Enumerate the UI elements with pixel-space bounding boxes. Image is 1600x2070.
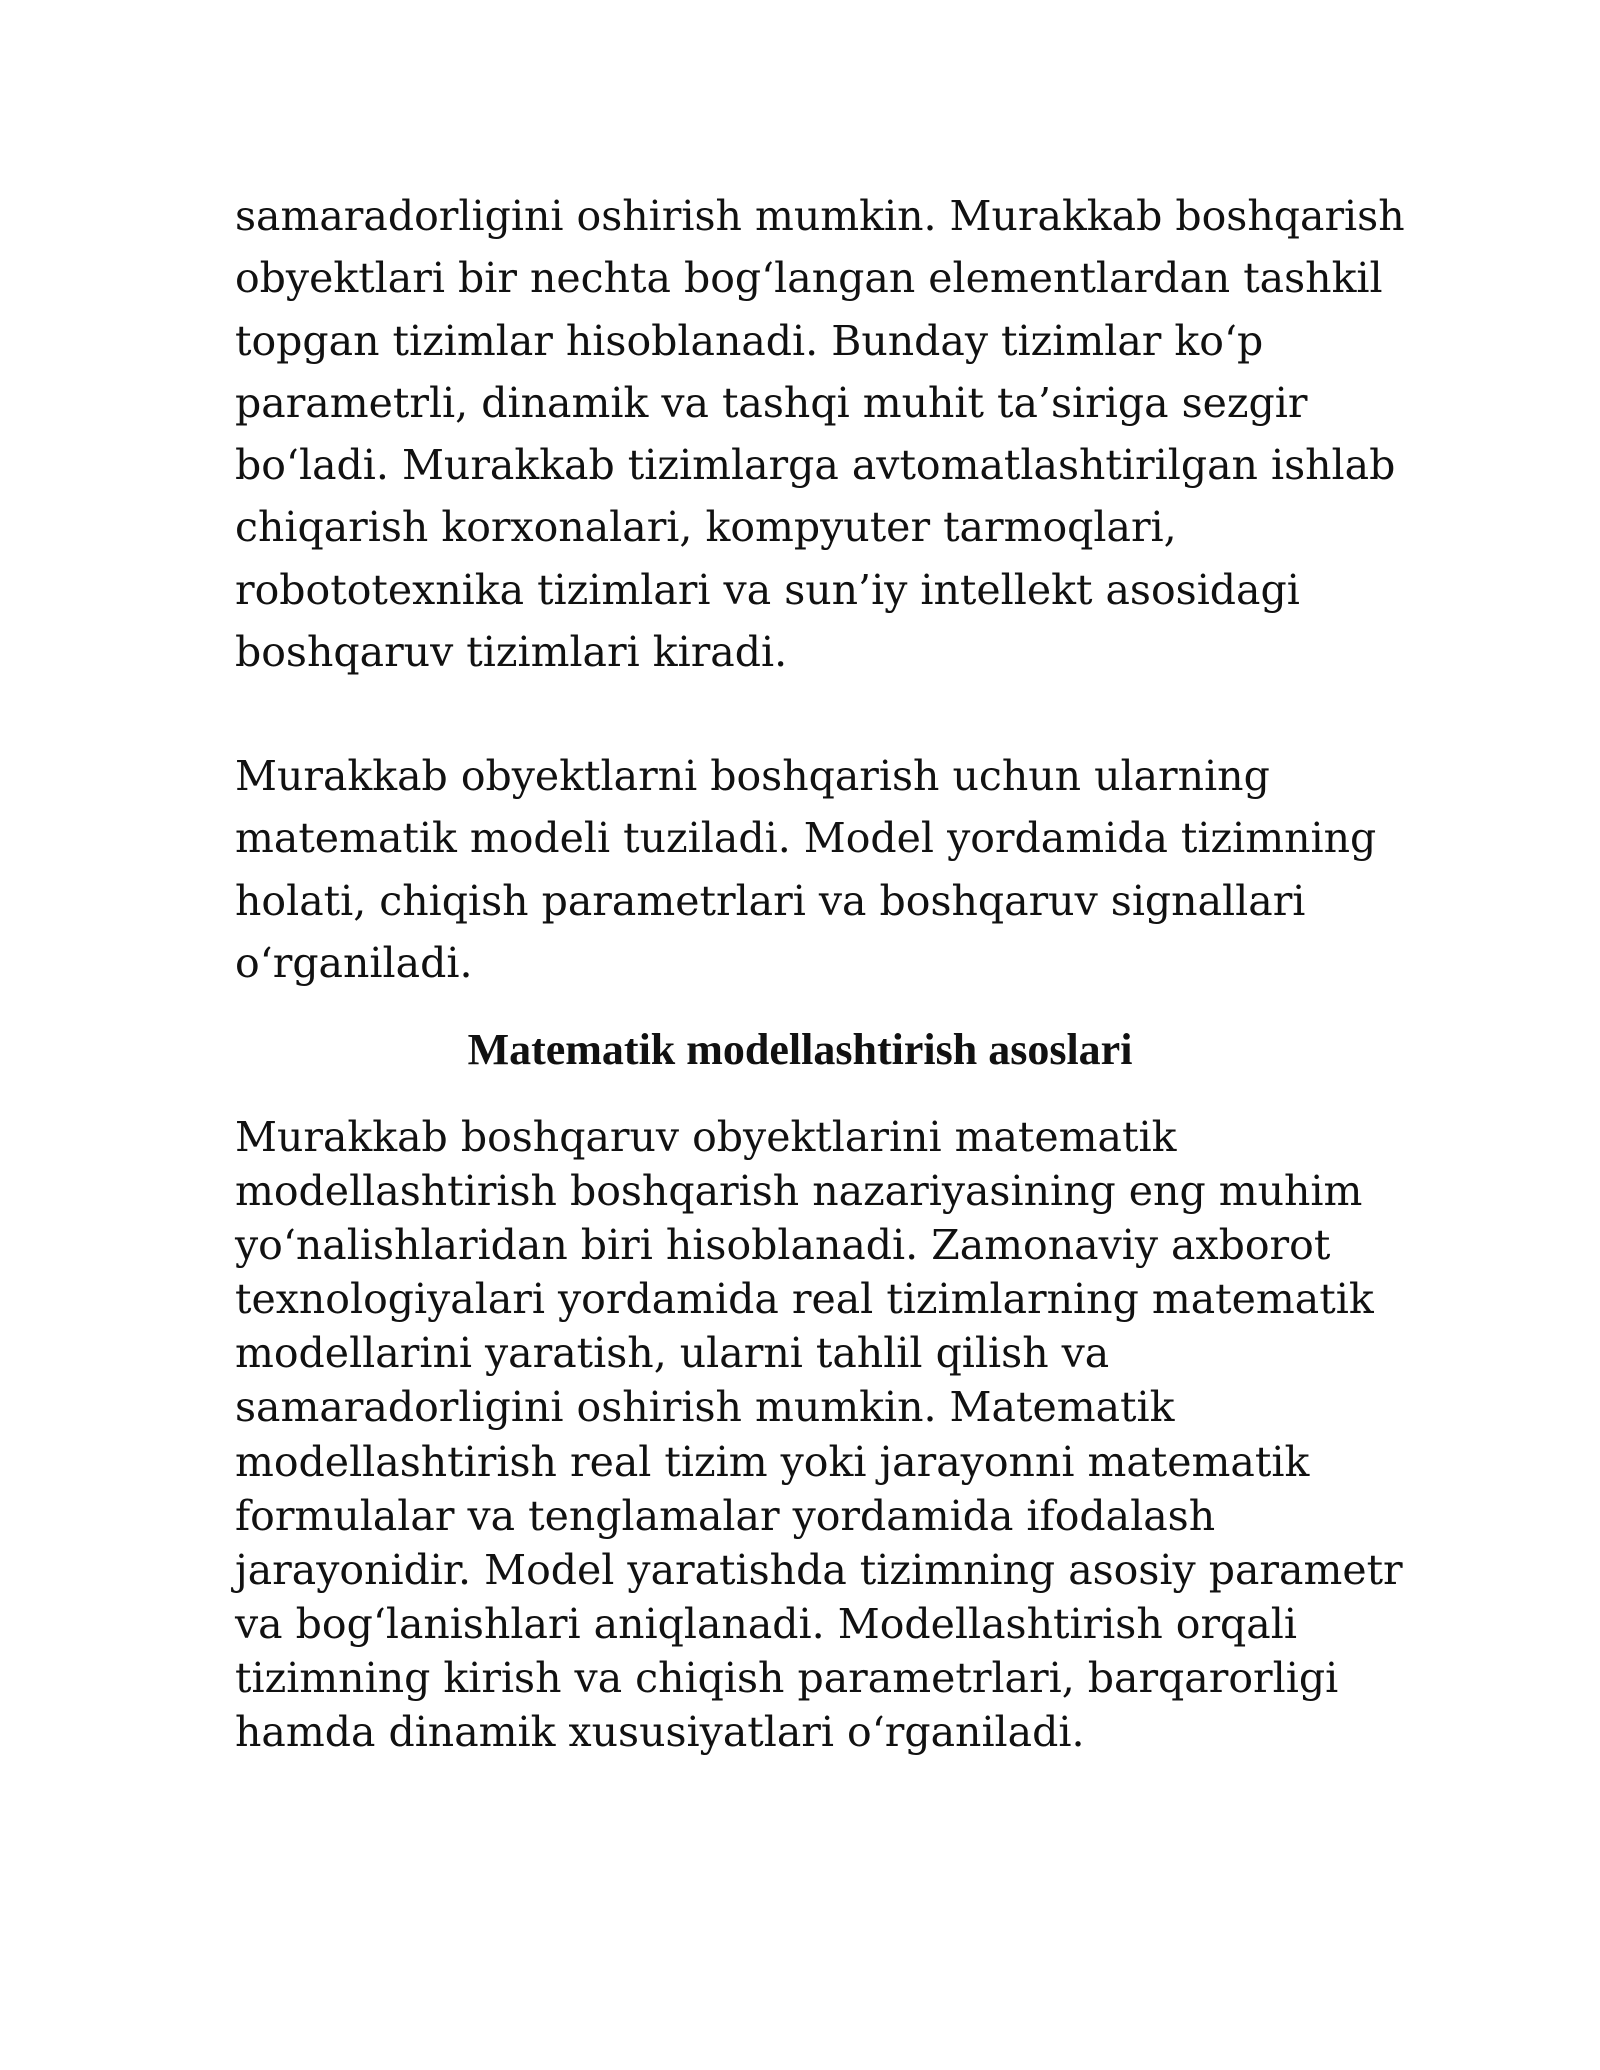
text-line: Murakkab boshqaruv obyektlarini matematik [235, 1113, 1177, 1161]
text-line: modellashtirish real tizim yoki jarayonni matematik [235, 1437, 1310, 1486]
text-line: obyektlari bir nechta bog‘langan elementlardan tashkil [235, 254, 1383, 303]
text-line: hamda dinamik xususiyatlari o‘rganiladi. [235, 1708, 1085, 1757]
section-heading: Matematik modellashtirish asoslari [467, 1025, 1133, 1074]
body-paragraph [235, 185, 1405, 683]
text-line: modellashtirish boshqarish nazariyasining eng muhim [235, 1167, 1363, 1216]
text-line: jarayonidir. Model yaratishda tizimning asosiy parametr [235, 1545, 1403, 1594]
text-line: samaradorligini oshirish mumkin. Matematik [235, 1383, 1175, 1432]
text-line: formulalar va tenglamalar yordamida ifodalash [235, 1491, 1216, 1540]
body-paragraph [235, 745, 1377, 994]
text-line: yo‘nalishlaridan biri hisoblanadi. Zamonaviy axborot [235, 1221, 1331, 1270]
text-line: parametrli, dinamik va tashqi muhit ta’siriga sezgir [235, 378, 1308, 427]
text-line: chiqarish korxonalari, kompyuter tarmoqlari, [235, 503, 1177, 552]
text-line: topgan tizimlar hisoblanadi. Bunday tizimlar ko‘p [235, 316, 1264, 365]
text-line: o‘rganiladi. [235, 938, 473, 987]
text-line: tizimning kirish va chiqish parametrlari, barqarorligi [235, 1653, 1339, 1702]
text-line: bo‘ladi. Murakkab tizimlarga avtomatlashtirilgan ishlab [235, 441, 1396, 490]
text-line: va bog‘lanishlari aniqlanadi. Modellashtirish orqali [235, 1599, 1297, 1648]
text-line: holati, chiqish parametrlari va boshqaruv signallari [235, 876, 1306, 925]
text-line: matematik modeli tuziladi. Model yordamida tizimning [235, 814, 1377, 863]
section-paragraph [235, 1110, 1403, 1759]
text-line: modellarini yaratish, ularni tahlil qilish va [235, 1329, 1110, 1378]
text-line: boshqaruv tizimlari kiradi. [235, 628, 788, 677]
text-line: robototexnika tizimlari va sun’iy intellekt asosidagi [235, 565, 1300, 614]
text-line: Murakkab obyektlarni boshqarish uchun ularning [235, 752, 1270, 800]
text-line: texnologiyalari yordamida real tizimlarning matematik [235, 1275, 1374, 1324]
text-line: samaradorligini oshirish mumkin. Murakkab boshqarish [235, 192, 1405, 240]
